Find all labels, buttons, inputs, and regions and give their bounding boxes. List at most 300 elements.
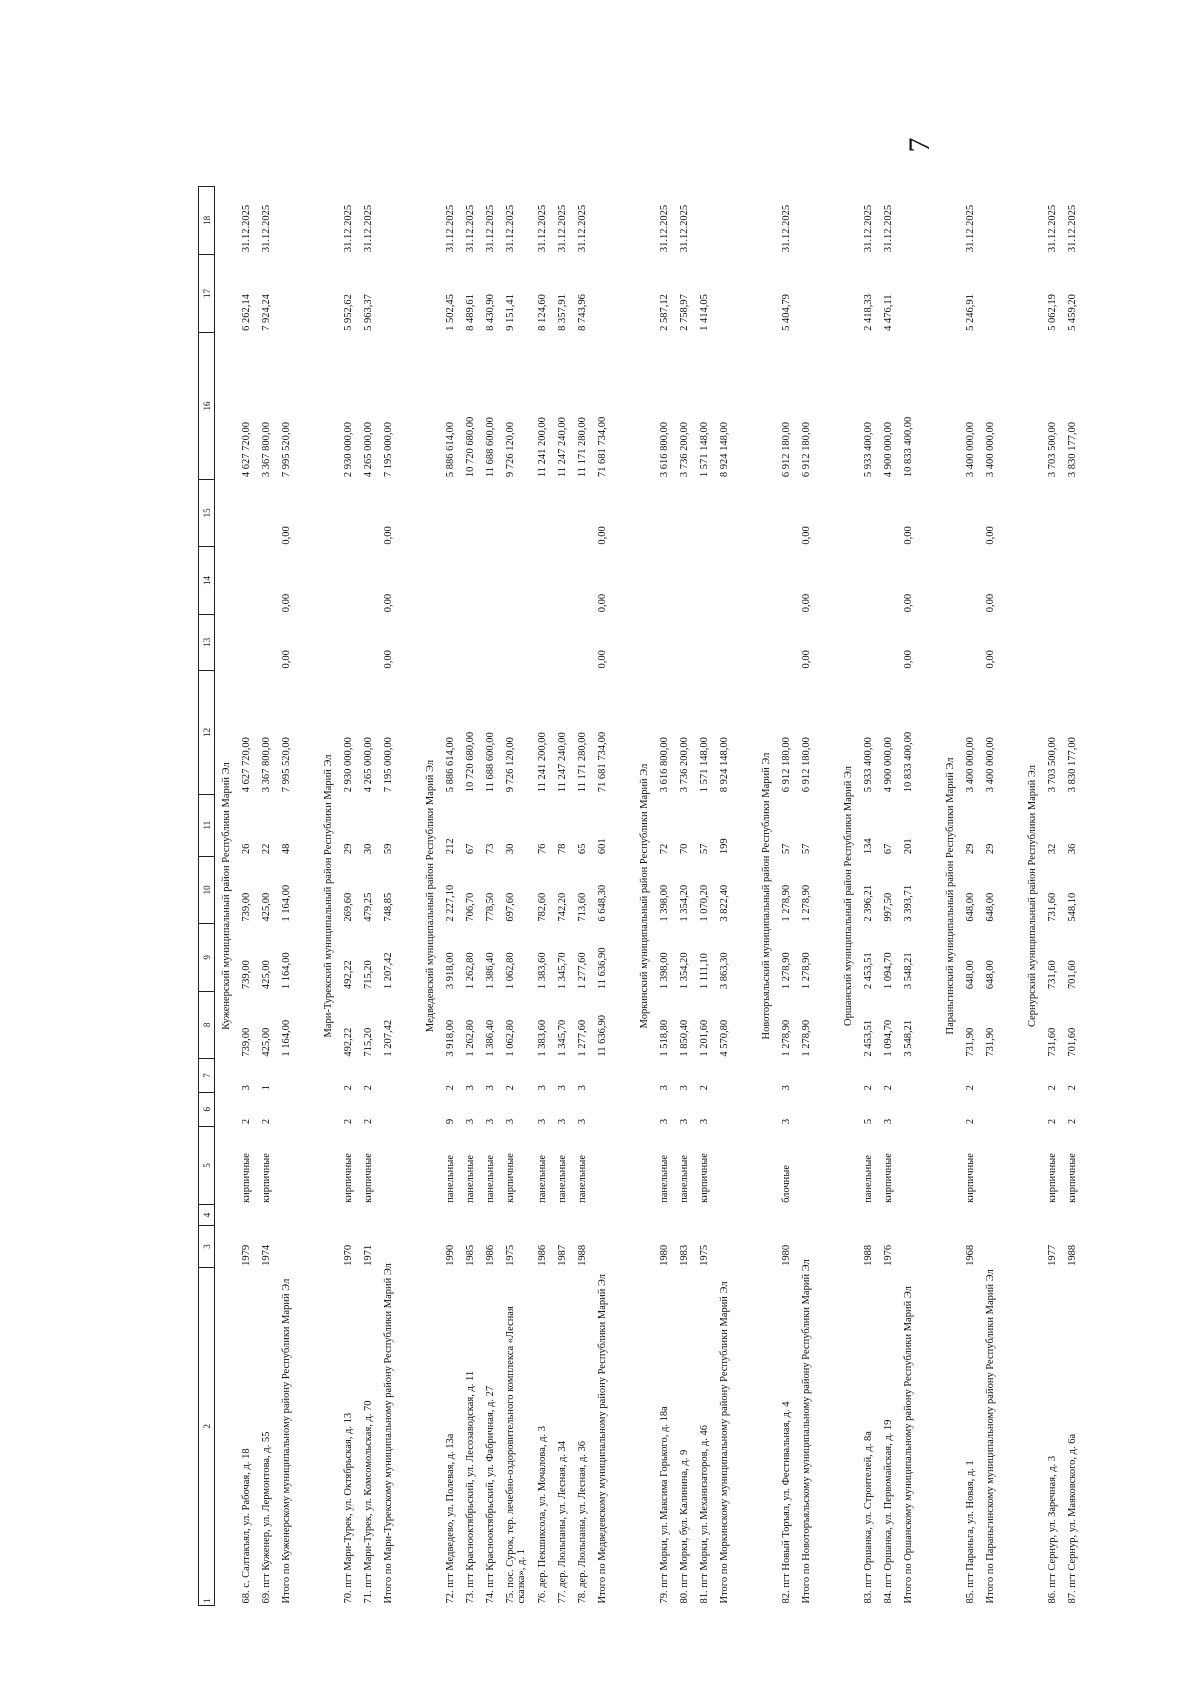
table-row (465, 187, 485, 1606)
cost-per-sqm: 5 062,19 (1047, 294, 1058, 331)
address: 78. дер. Люльпаны, ул. Лесная, д. 36 (577, 1440, 588, 1604)
col-4 (659, 1205, 679, 1225)
col-14 (965, 547, 985, 615)
spacer-cell (743, 187, 755, 1606)
entrances: 2 (445, 1085, 456, 1091)
col-4 (883, 1205, 903, 1225)
build-year: 1985 (465, 1244, 476, 1266)
district-total-label: Итого по Мари-Турекскому муниципальному району Республики Марий Эл (383, 1263, 394, 1604)
table-row (699, 187, 719, 1606)
col-4 (679, 1205, 699, 1225)
completion-date: 31.12.2025 (505, 204, 516, 253)
address: 68. с. Салтакъял, ул. Рабочая, д. 18 (241, 1448, 252, 1604)
residents-count: 70 (679, 843, 690, 855)
residents-count: 30 (505, 843, 516, 855)
table-row (445, 187, 465, 1606)
floors: 2 (1067, 1118, 1078, 1125)
owners-funds: 11 688 600,00 (485, 417, 496, 478)
cost-per-sqm: 8 743,96 (577, 294, 588, 331)
area-total-premises: 1 062,80 (505, 952, 516, 990)
col-14 (699, 547, 719, 615)
district-caption: Моркинский муниципальный район Республики Марий Эл (639, 763, 650, 1029)
area-residential: 739,00 (241, 892, 252, 922)
address: 74. пгт Краснооктябрьский, ул. Фабричная, д. 27 (485, 1385, 496, 1604)
col-13-total: 0,00 (903, 650, 914, 669)
spacer-cell (305, 187, 317, 1606)
district-caption: Параньгинский муниципальный район Республики Марий Эл (945, 757, 956, 1035)
repair-cost-total: 1 571 148,00 (699, 737, 710, 793)
cost-per-sqm (719, 254, 743, 333)
col-4 (1067, 1205, 1087, 1225)
repair-cost-total: 11 688 600,00 (485, 732, 496, 793)
col-15-total (719, 479, 743, 547)
area-total-premises: 1 164,00 (281, 952, 292, 990)
district-total-label: Итого по Медведевскому муниципальному району Республики Марий Эл (597, 1273, 608, 1604)
entrances: 2 (1047, 1085, 1058, 1091)
cost-per-sqm: 5 246,91 (965, 294, 976, 331)
residents-count: 199 (719, 838, 730, 855)
residents-count: 212 (445, 838, 456, 855)
district-total-label: Итого по Оршанскому муниципальному району Республики Марий Эл (903, 1286, 914, 1604)
district-total-row (719, 187, 743, 1606)
area-residential: 648,00 (985, 892, 996, 922)
address: 80. пгт Морки, бул. Калинина, д. 9 (679, 1449, 690, 1604)
residents-count: 57 (699, 843, 710, 855)
residents-count: 57 (801, 843, 812, 855)
area-residential: 548,10 (1067, 892, 1078, 922)
floors: 3 (659, 1118, 670, 1125)
owners-funds: 5 886 614,00 (445, 422, 456, 478)
total-area: 492,22 (343, 1027, 354, 1057)
column-number-7: 7 (199, 1059, 215, 1093)
total-area: 1 262,80 (465, 1019, 476, 1057)
completion-date: 31.12.2025 (1047, 204, 1058, 253)
repair-cost-total: 9 726 120,00 (505, 737, 516, 793)
repair-cost-total: 11 241 200,00 (537, 732, 548, 793)
cost-per-sqm: 6 262,14 (241, 294, 252, 331)
owners-funds: 9 726 120,00 (505, 422, 516, 478)
completion-date: 31.12.2025 (445, 204, 456, 253)
col-13-total: 0,00 (801, 650, 812, 669)
repair-cost-total: 71 681 734,00 (597, 731, 608, 793)
col-14 (445, 547, 465, 615)
build-year: 1968 (965, 1244, 976, 1266)
column-number-3: 3 (199, 1225, 215, 1268)
area-residential: 2 227,10 (445, 884, 456, 922)
build-year: 1971 (363, 1244, 374, 1266)
district-caption-row (419, 187, 445, 1606)
col-13-total: 0,00 (281, 650, 292, 669)
table-row (241, 187, 261, 1606)
cost-per-sqm: 2 418,33 (863, 294, 874, 331)
table-row (659, 187, 679, 1606)
spacer-row (621, 187, 633, 1606)
entrances: 2 (363, 1085, 374, 1091)
district-total-label: Итого по Моркинскому муниципальному району Республики Марий Эл (719, 1281, 730, 1604)
col-14 (261, 547, 281, 615)
spacer-row (1087, 187, 1099, 1606)
cost-per-sqm (903, 254, 927, 333)
repair-cost-total: 11 171 280,00 (577, 732, 588, 793)
address: 69. пгт Куженер, ул. Лермонтова, д. 55 (261, 1431, 272, 1604)
col-15 (659, 479, 679, 547)
table-row (363, 187, 383, 1606)
build-year: 1986 (537, 1244, 548, 1266)
spacer-row (927, 187, 939, 1606)
col-13 (505, 614, 537, 670)
area-total-premises: 1 094,70 (883, 952, 894, 990)
col-14-total: 0,00 (903, 593, 914, 613)
col-4 (261, 1205, 281, 1225)
address: 77. дер. Люльпаны, ул. Лесная, д. 34 (557, 1440, 568, 1604)
cost-per-sqm (801, 254, 825, 333)
owners-funds: 3 400 000,00 (965, 422, 976, 478)
entrances: 2 (965, 1085, 976, 1091)
col-13 (343, 614, 363, 670)
total-area: 1 386,40 (485, 1019, 496, 1057)
cost-per-sqm: 5 459,20 (1067, 294, 1078, 331)
column-number-9: 9 (199, 924, 215, 992)
spacer-row (743, 187, 755, 1606)
residents-count: 30 (363, 843, 374, 855)
area-total-premises: 1 207,42 (383, 952, 394, 990)
total-area: 1 383,60 (537, 1019, 548, 1057)
col-13 (679, 614, 699, 670)
repair-cost-total: 5 886 614,00 (445, 737, 456, 793)
address: 76. дер. Пекшиксола, ул. Мочалова, д. 3 (537, 1426, 548, 1604)
completion-date (281, 187, 305, 255)
completion-date: 31.12.2025 (557, 204, 568, 253)
col-4 (557, 1205, 577, 1225)
completion-date: 31.12.2025 (465, 204, 476, 253)
col-14-total: 0,00 (801, 593, 812, 613)
completion-date (597, 187, 621, 255)
spacer-cell (621, 187, 633, 1606)
table-row (1067, 187, 1087, 1606)
completion-date: 31.12.2025 (537, 204, 548, 253)
completion-date: 31.12.2025 (577, 204, 588, 253)
col-15 (679, 479, 699, 547)
build-year: 1988 (577, 1244, 588, 1266)
repair-cost-total: 4 627 720,00 (241, 737, 252, 793)
build-year: 1980 (781, 1244, 792, 1266)
repair-cost-total: 4 265 000,00 (363, 737, 374, 793)
spacer-cell (407, 187, 419, 1606)
repair-cost-total: 3 736 200,00 (679, 737, 690, 793)
area-total-premises: 1 345,70 (557, 952, 568, 990)
repair-cost-total: 3 400 000,00 (965, 737, 976, 793)
col-4 (1047, 1205, 1067, 1225)
wall-material: блочные (781, 1165, 792, 1203)
column-number-5: 5 (199, 1126, 215, 1205)
build-year: 1976 (883, 1244, 894, 1266)
repair-cost-total: 5 933 400,00 (863, 737, 874, 793)
address: 75. пос. Сурок, тер. лечебно-оздоровительного комплекса «Лесная сказка», д. 1 (505, 1306, 527, 1604)
residents-count: 48 (281, 843, 292, 855)
district-total-row (985, 187, 1009, 1606)
owners-funds: 1 571 148,00 (699, 422, 710, 478)
col-4 (863, 1205, 883, 1225)
col-15 (537, 479, 557, 547)
col-15 (781, 479, 801, 547)
col-13 (699, 614, 719, 670)
build-year: 1988 (863, 1244, 874, 1266)
area-total-premises: 648,00 (965, 960, 976, 990)
area-total-premises: 3 863,30 (719, 952, 730, 990)
owners-funds: 11 247 240,00 (557, 417, 568, 478)
total-area: 1 207,42 (383, 1019, 394, 1057)
total-area: 1 345,70 (557, 1019, 568, 1057)
col-13 (883, 614, 903, 670)
area-total-premises: 1 262,80 (465, 952, 476, 990)
col-14 (485, 547, 505, 615)
residents-count: 78 (557, 843, 568, 855)
completion-date: 31.12.2025 (343, 204, 354, 253)
owners-funds: 7 195 000,00 (383, 422, 394, 478)
district-total-row (903, 187, 927, 1606)
col-14-total (719, 547, 743, 615)
cost-per-sqm: 8 489,61 (465, 294, 476, 331)
area-residential: 1 070,20 (699, 884, 710, 922)
col-13 (863, 614, 883, 670)
col-4 (485, 1205, 505, 1225)
residents-count: 65 (577, 843, 588, 855)
col-13 (577, 614, 597, 670)
area-total-premises: 3 918,00 (445, 952, 456, 990)
district-total-row (281, 187, 305, 1606)
col-4 (445, 1205, 465, 1225)
build-year: 1975 (699, 1244, 710, 1266)
completion-date: 31.12.2025 (1067, 204, 1078, 253)
floors: 3 (537, 1118, 548, 1125)
repair-cost-total: 7 195 000,00 (383, 737, 394, 793)
col-15 (241, 479, 261, 547)
area-residential: 742,20 (557, 892, 568, 922)
build-year: 1988 (1067, 1244, 1078, 1266)
entrances: 3 (537, 1085, 548, 1091)
floors: 3 (465, 1118, 476, 1125)
wall-material: кирпичные (241, 1153, 252, 1203)
total-area: 715,20 (363, 1027, 374, 1057)
total-area: 1 062,80 (505, 1019, 516, 1057)
col-13 (241, 614, 261, 670)
address: 73. пгт Краснооктябрьский, ул. Лесозаводская, д. 11 (465, 1370, 476, 1604)
owners-funds: 4 900 000,00 (883, 422, 894, 478)
col-15 (1067, 479, 1087, 547)
area-total-premises: 1 278,90 (781, 952, 792, 990)
area-residential: 1 398,00 (659, 884, 670, 922)
repair-cost-total: 7 995 520,00 (281, 737, 292, 793)
district-caption: Оршанский муниципальный район Республики Марий Эл (843, 766, 854, 1026)
completion-date (801, 187, 825, 255)
col-14 (557, 547, 577, 615)
district-total-label: Итого по Куженерскому муниципальному району Республики Марий Эл (281, 1278, 292, 1604)
column-number-17: 17 (199, 254, 215, 333)
spacer-cell (927, 187, 939, 1606)
col-4 (965, 1205, 985, 1225)
entrances: 3 (465, 1085, 476, 1091)
completion-date (903, 187, 927, 255)
residents-count: 26 (241, 843, 252, 855)
total-area: 1 201,60 (699, 1019, 710, 1057)
col-15 (557, 479, 577, 547)
owners-funds: 4 627 720,00 (241, 422, 252, 478)
col-13-total (719, 614, 743, 670)
floors: 5 (863, 1118, 874, 1125)
residents-count: 57 (781, 843, 792, 855)
column-number-4: 4 (199, 1205, 215, 1225)
col-14-total: 0,00 (985, 593, 996, 613)
area-total-premises: 1 383,60 (537, 952, 548, 990)
col-4 (537, 1205, 557, 1225)
col-13 (781, 614, 801, 670)
area-residential: 1 278,90 (801, 884, 812, 922)
col-14 (241, 547, 261, 615)
entrances: 2 (343, 1085, 354, 1091)
area-total-premises: 648,00 (985, 960, 996, 990)
column-number-1-2: 12 (199, 1268, 215, 1606)
floors: 3 (577, 1118, 588, 1125)
district-caption: Сернурский муниципальный район Республики Марий Эл (1027, 765, 1038, 1027)
col-13-total: 0,00 (597, 650, 608, 669)
table-row (863, 187, 883, 1606)
col-14 (577, 547, 597, 615)
col-4 (343, 1205, 363, 1225)
col-4 (363, 1205, 383, 1225)
residents-count: 29 (343, 843, 354, 855)
residents-count: 29 (965, 843, 976, 855)
table-row (679, 187, 699, 1606)
column-number-8: 8 (199, 991, 215, 1059)
owners-funds: 6 912 180,00 (781, 422, 792, 478)
cost-per-sqm: 1 414,05 (699, 294, 710, 331)
col-13-total: 0,00 (383, 650, 394, 669)
entrances: 3 (679, 1085, 690, 1091)
col-13 (445, 614, 465, 670)
floors: 2 (1047, 1118, 1058, 1125)
table-row (965, 187, 985, 1606)
residents-count: 59 (383, 843, 394, 855)
residents-count: 67 (883, 843, 894, 855)
area-total-premises: 739,00 (241, 960, 252, 990)
district-caption: Новоторъяльский муниципальный район Республики Марий Эл (761, 752, 772, 1040)
col-13 (363, 614, 383, 670)
district-caption: Мари-Турекский муниципальный район Республики Марий Эл (323, 754, 334, 1038)
table-row (577, 187, 597, 1606)
address: 71. пгт Мари-Турек, ул. Комсомольская, д. 70 (363, 1400, 374, 1604)
table-row (261, 187, 281, 1606)
col-13 (659, 614, 679, 670)
district-caption-row (1021, 187, 1047, 1606)
area-total-premises: 11 636,90 (597, 947, 608, 990)
area-total-premises: 1 278,90 (801, 952, 812, 990)
cost-per-sqm (597, 254, 621, 333)
floors: 9 (445, 1118, 456, 1125)
total-area: 4 570,80 (719, 1019, 730, 1057)
col-14 (863, 547, 883, 615)
area-total-premises: 701,60 (1067, 960, 1078, 990)
col-15 (505, 479, 537, 547)
total-area: 11 636,90 (597, 1015, 608, 1057)
owners-funds: 3 736 200,00 (679, 422, 690, 478)
total-area: 1 518,80 (659, 1019, 670, 1057)
cost-per-sqm: 9 151,41 (505, 294, 516, 331)
floors: 2 (343, 1118, 354, 1125)
spacer-cell (1087, 187, 1099, 1606)
column-number-11: 11 (199, 794, 215, 856)
completion-date (383, 187, 407, 255)
area-total-premises: 731,60 (1047, 960, 1058, 990)
wall-material: панельные (537, 1155, 548, 1203)
address: 84. пгт Оршанка, ул. Первомайская, д. 19 (883, 1419, 894, 1604)
cost-per-sqm: 8 430,90 (485, 294, 496, 331)
col-4 (577, 1205, 597, 1225)
col-14 (679, 547, 699, 615)
col-14 (505, 547, 537, 615)
column-number-6: 6 (199, 1092, 215, 1126)
completion-date: 31.12.2025 (241, 204, 252, 253)
repair-cost-total: 11 247 240,00 (557, 732, 568, 793)
area-total-premises: 715,20 (363, 960, 374, 990)
total-area: 701,60 (1067, 1027, 1078, 1057)
wall-material: панельные (445, 1155, 456, 1203)
spacer-cell (825, 187, 837, 1606)
area-residential: 3 822,40 (719, 884, 730, 922)
table-row (343, 187, 363, 1606)
address: 81. пгт Морки, ул. Механизаторов, д. 46 (699, 1425, 710, 1604)
district-caption-row (837, 187, 863, 1606)
table-row (781, 187, 801, 1606)
area-residential: 1 278,90 (781, 884, 792, 922)
floors: 3 (679, 1118, 690, 1125)
col-15 (883, 479, 903, 547)
col-14-total: 0,00 (383, 593, 394, 613)
owners-funds: 3 703 500,00 (1047, 422, 1058, 478)
wall-material: панельные (577, 1155, 588, 1203)
area-residential: 706,70 (465, 892, 476, 922)
cost-per-sqm: 2 587,12 (659, 294, 670, 331)
col-14 (363, 547, 383, 615)
repair-cost-total: 3 830 177,00 (1067, 737, 1078, 793)
col-13 (1047, 614, 1067, 670)
area-residential: 997,50 (883, 892, 894, 922)
wall-material: кирпичные (505, 1153, 516, 1203)
wall-material: кирпичные (883, 1153, 894, 1203)
col-14 (883, 547, 903, 615)
area-residential: 1 164,00 (281, 884, 292, 922)
build-year: 1979 (241, 1244, 252, 1266)
col-15 (577, 479, 597, 547)
col-13 (485, 614, 505, 670)
area-residential: 2 396,21 (863, 884, 874, 922)
col-15 (699, 479, 719, 547)
table-body (215, 187, 1100, 1606)
wall-material: кирпичные (261, 1153, 272, 1203)
col-15 (863, 479, 883, 547)
repair-cost-total: 2 930 000,00 (343, 737, 354, 793)
address: 79. пгт Морки, ул. Максима Горького, д. 18а (659, 1406, 670, 1604)
area-residential: 425,00 (261, 892, 272, 922)
spacer-row (305, 187, 317, 1606)
column-number-18: 18 (199, 187, 215, 255)
col-15-total: 0,00 (903, 526, 914, 545)
owners-funds: 3 830 177,00 (1067, 422, 1078, 478)
wall-material: панельные (485, 1155, 496, 1203)
column-number-14: 14 (199, 547, 215, 615)
district-total-row (801, 187, 825, 1606)
owners-funds: 3 616 800,00 (659, 422, 670, 478)
cost-per-sqm (281, 254, 305, 333)
